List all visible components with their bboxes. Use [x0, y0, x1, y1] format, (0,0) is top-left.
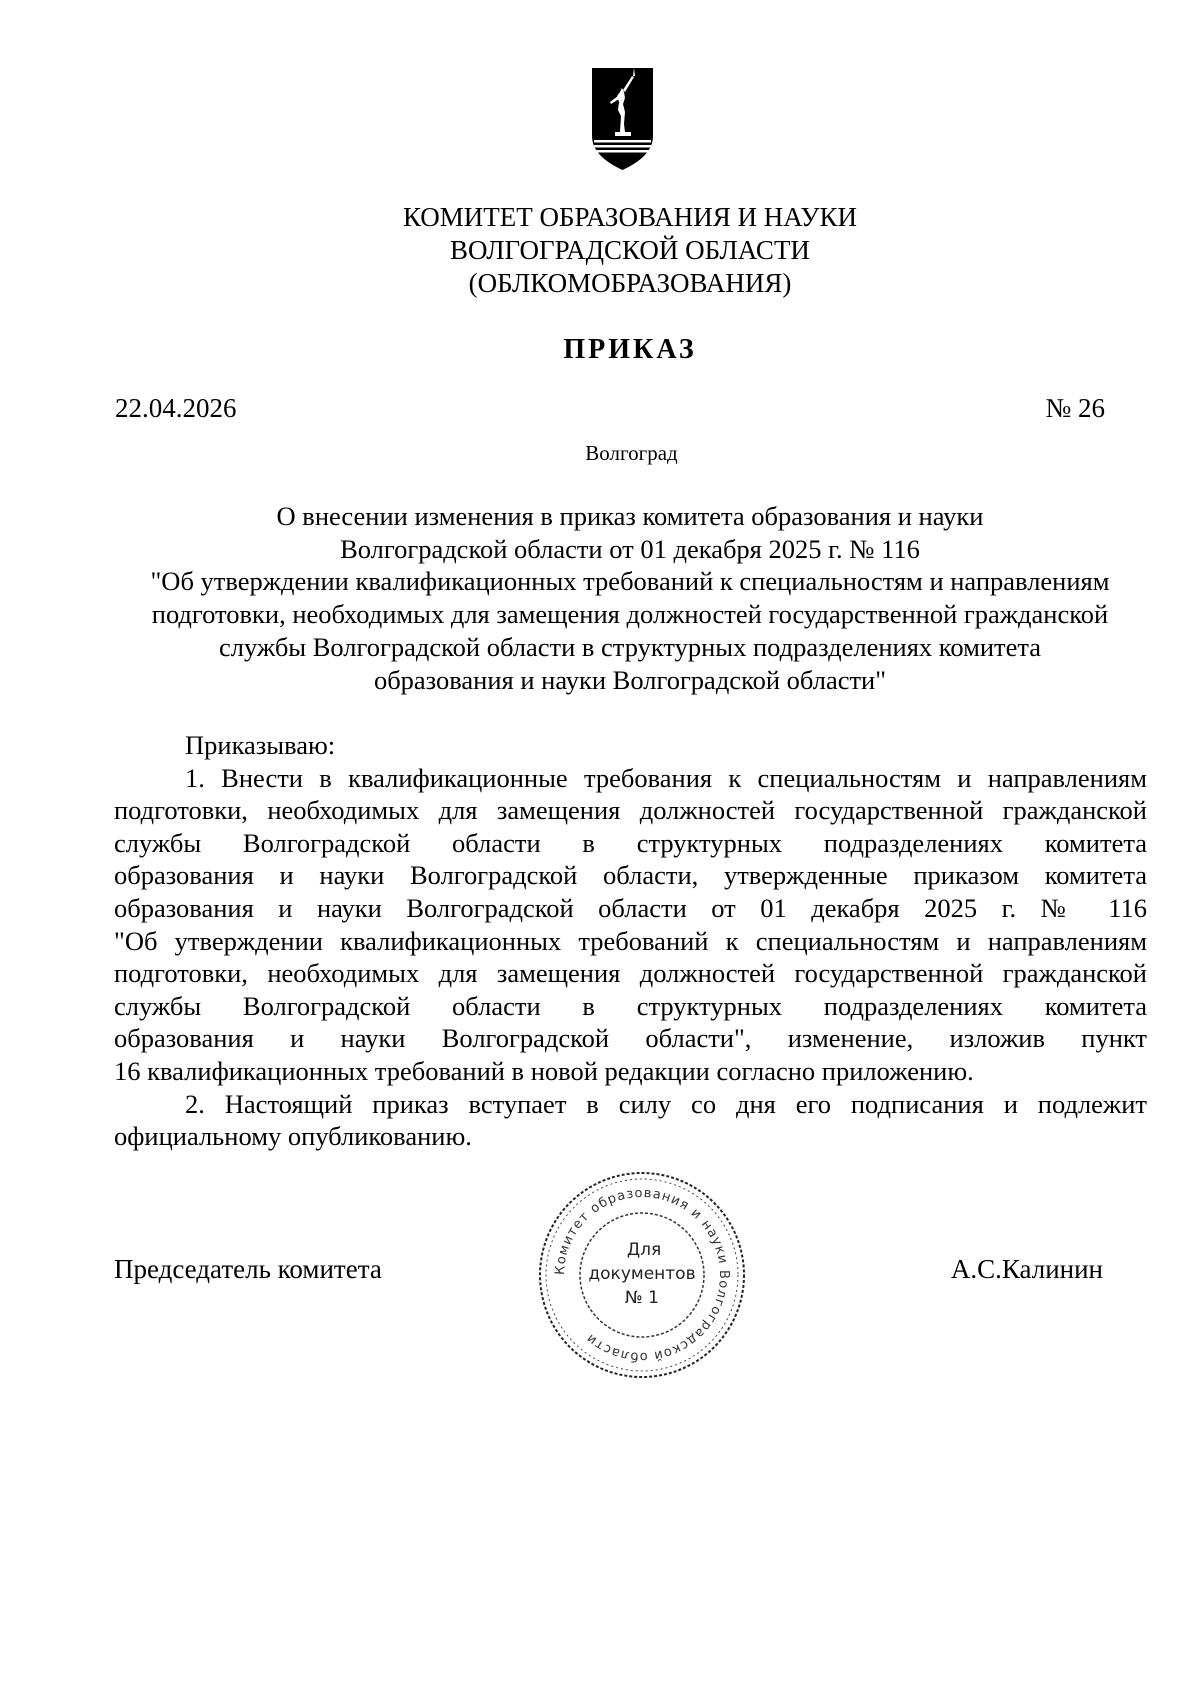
order-item-1-line: 1. Внести в квалификационные требования к специальностям и направлениям — [185, 762, 1147, 793]
order-item-1 — [114, 762, 1147, 1088]
stamp-ring-text: Комитет образования и науки Волгоградской области — [552, 1185, 732, 1365]
order-item-1-line: 16 квалификационных требований в новой редакции согласно приложению. — [114, 1055, 974, 1086]
document-body — [114, 729, 1147, 1153]
document-date: 22.04.2026 — [115, 393, 237, 423]
order-item-2-line: официальному опубликованию. — [114, 1121, 472, 1152]
stamp-center-line3: № 1 — [625, 1288, 659, 1308]
order-intro: Приказываю: — [185, 730, 336, 760]
order-item-1-line: подготовки, необходимых для замещения должностей государственной гражданской — [114, 958, 1147, 989]
round-stamp-icon — [534, 1167, 750, 1383]
document-number: № 26 — [1045, 393, 1105, 423]
subject-line: О внесении изменения в приказ комитета образования и науки — [276, 501, 984, 531]
order-item-2 — [114, 1088, 1147, 1153]
subject-line: подготовки, необходимых для замещения должностей государственной гражданской — [151, 599, 1109, 630]
document-city: Волгоград — [585, 441, 678, 465]
subject-line: образования и науки Волгоградской области" — [373, 664, 887, 695]
order-item-1-line: образования и науки Волгоградской области", изменение, изложив пункт — [114, 1023, 1147, 1054]
document-subject — [110, 500, 1150, 696]
org-name-line3: (ОБЛКОМОБРАЗОВАНИЯ) — [468, 268, 792, 298]
org-name-line2: ВОЛГОГРАДСКОЙ ОБЛАСТИ — [450, 235, 810, 265]
order-item-1-line: подготовки, необходимых для замещения должностей государственной гражданской — [114, 795, 1147, 826]
order-item-2-line: 2. Настоящий приказ вступает в силу со дня его подписания и подлежит — [185, 1088, 1147, 1119]
subject-line: "Об утверждении квалификационных требований к специальностям и направлениям — [150, 566, 1110, 597]
signatory-name: А.С.Калинин — [950, 1254, 1103, 1284]
subject-line: службы Волгоградской области в структурных подразделениях комитета — [218, 631, 1042, 662]
order-item-1-line: "Об утверждении квалификационных требований к специальностям и направлениям — [114, 925, 1147, 956]
stamp-center-line2: документов — [588, 1264, 696, 1284]
stamp-center-line1: Для — [626, 1240, 662, 1260]
org-name-line1: КОМИТЕТ ОБРАЗОВАНИЯ И НАУКИ — [402, 202, 858, 232]
organization-header — [0, 201, 1200, 300]
document-type-title: ПРИКАЗ — [563, 334, 697, 365]
signatory-position: Председатель комитета — [114, 1254, 382, 1284]
order-item-1-line: образования и науки Волгоградской области от 01 декабря 2025 г. № 116 — [114, 892, 1147, 923]
order-item-1-line: службы Волгоградской области в структурных подразделениях комитета — [114, 827, 1147, 858]
order-item-1-line: образования и науки Волгоградской области, утвержденные приказом комитета — [114, 860, 1147, 891]
order-item-1-line: службы Волгоградской области в структурных подразделениях комитета — [114, 990, 1147, 1021]
subject-line: Волгоградской области от 01 декабря 2025 г. № 116 — [340, 533, 920, 564]
volgograd-coat-of-arms-icon — [590, 66, 655, 172]
